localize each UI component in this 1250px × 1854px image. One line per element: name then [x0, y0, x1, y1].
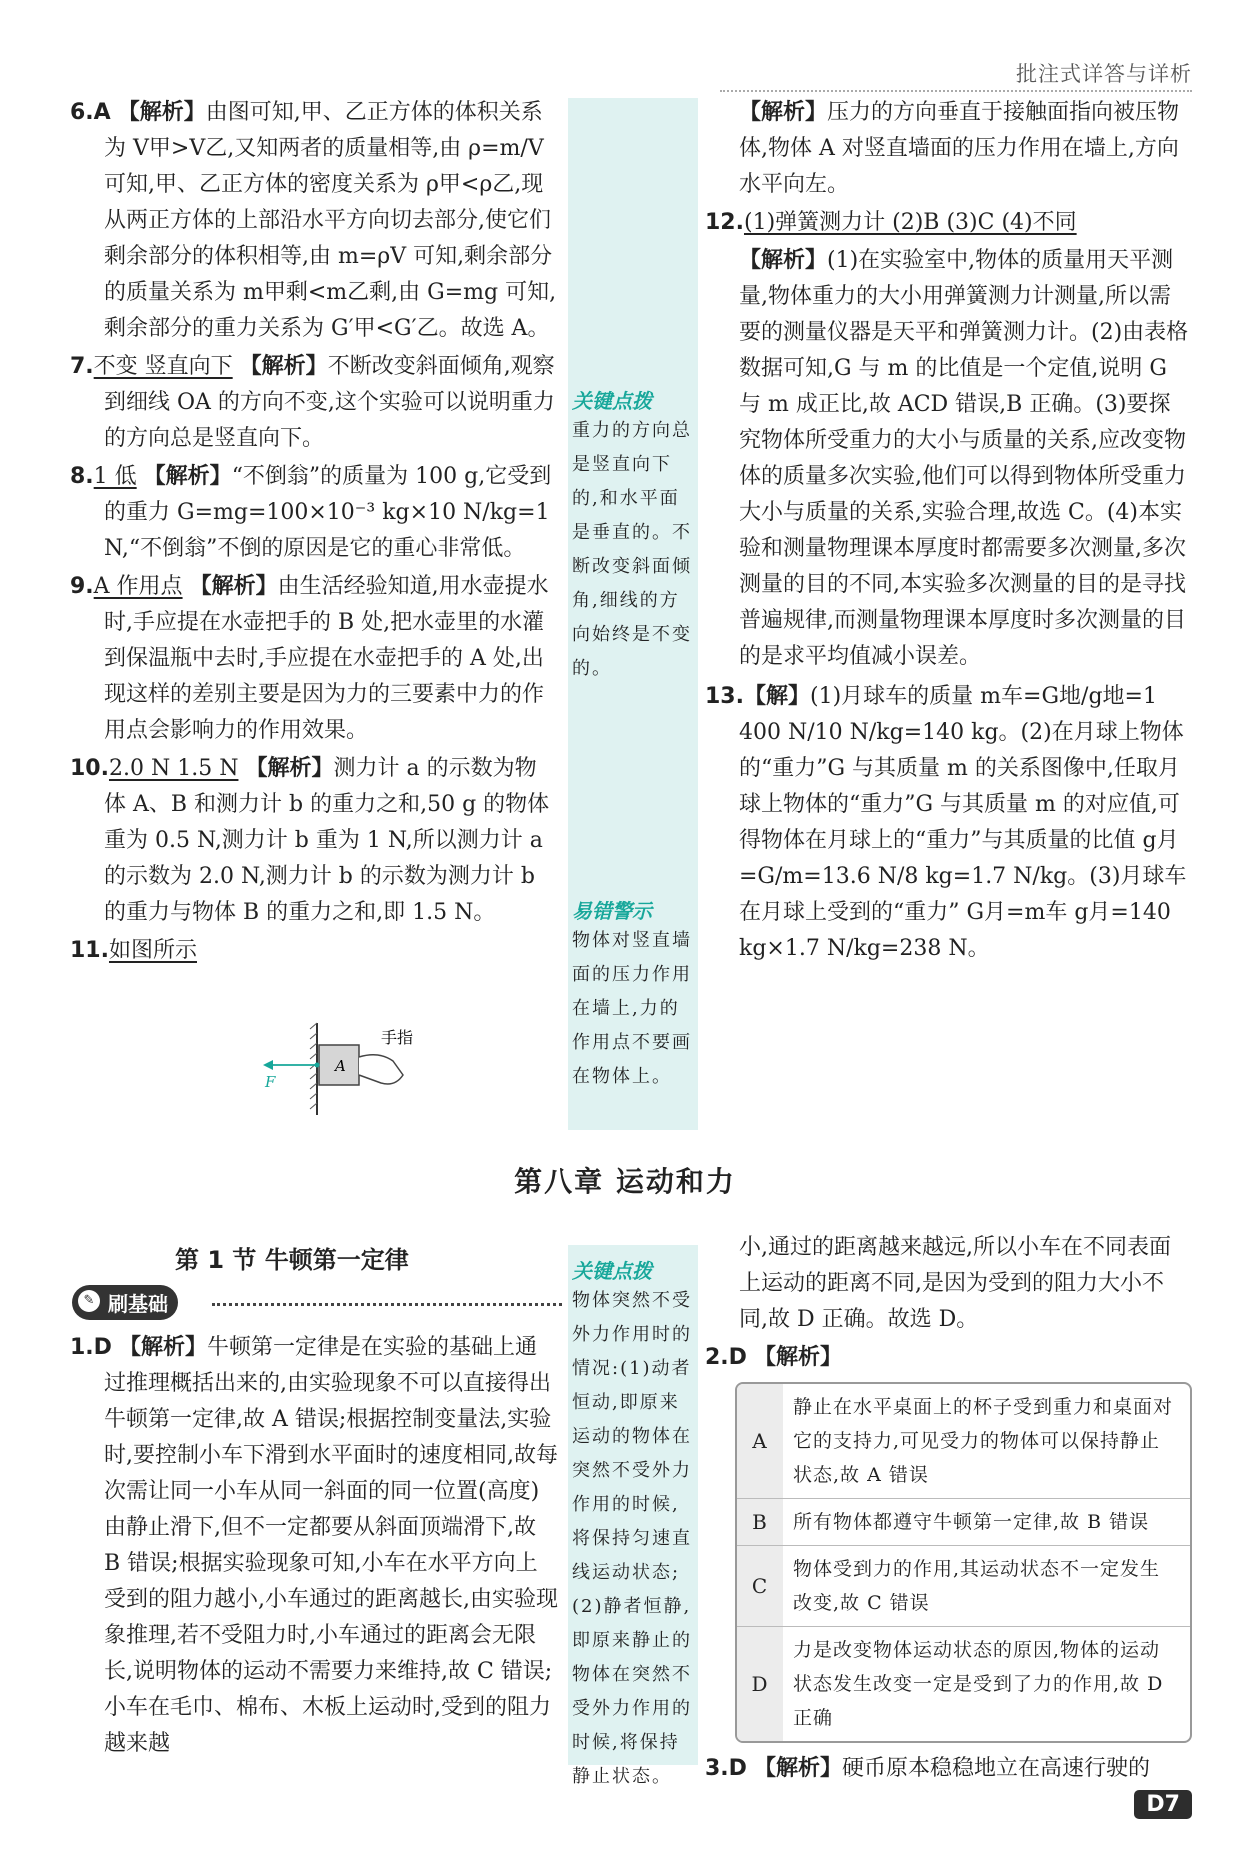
finger-icon: [359, 1055, 403, 1084]
section-title: 第 1 节 牛顿第一定律: [175, 1246, 409, 1274]
question-8: 8.1 低 【解析】“不倒翁”的质量为 100 g,它受到的重力 G=mg=100×10⁻³ kg×10 N/kg=1 N,“不倒翁”不倒的原因是它的重心非常低。: [70, 464, 552, 561]
question-9: 9.A 作用点 【解析】由生活经验知道,用水壶提水时,手应提在水壶把手的 B 处,把水壶里的水灌到保温瓶中去时,手应提在水壶把手的 A 处,出现这样的差别主要是因为力的三要素中力的作用点会影响力的作用效果。: [70, 574, 549, 743]
option-row-c: C 物体受到力的作用,其运动状态不一定发生改变,故 C 错误: [737, 1546, 1190, 1627]
right-bottom-column: [705, 1230, 1192, 1789]
question-11-analysis: 【解析】压力的方向垂直于接触面指向被压物体,物体 A 对竖直墙面的压力作用在墙上,方向水平向左。: [739, 100, 1180, 197]
side-note-keypoint-1: [572, 385, 698, 686]
option-row-d: D 力是改变物体运动状态的原因,物体的运动状态发生改变一定是受到了力的作用,故 D 正确: [737, 1627, 1190, 1741]
warning-text: 物体对竖直墙面的压力作用在墙上,力的作用点不要画在物体上。: [572, 930, 692, 1087]
question-13: 13.【解】(1)月球车的质量 m车=G地/g地=1 400 N/10 N/kg=140 kg。(2)在月球上物体的“重力”G 与其质量 m 的关系图像中,任取月球上物体的“重力”G 与其质量 m 的对应值,可得物体在月球上的“重力”与其质量的比值 g月=G/m=13.6 N/8 kg=1.7 N/kg。(3)月球车在月球上受到的“重力” G月=m车 g月=140 kg×1.7 N/kg=238 N。: [705, 684, 1187, 961]
figure-11-diagram: [255, 1015, 425, 1125]
keypoint-2-text: 物体突然不受外力作用时的情况:(1)动者恒动,即原来运动的物体在突然不受外力作用的时候,将保持匀速直线运动状态;(2)静者恒静,即原来静止的物体在突然不受外力作用的时候,将保持静止状态。: [572, 1290, 692, 1787]
left-bottom-column: [70, 1330, 558, 1764]
basics-label: 刷基础: [108, 1292, 168, 1316]
force-point: [315, 1063, 320, 1068]
keypoint-title: 关键点拨: [572, 389, 652, 413]
header-divider: [720, 90, 1192, 92]
side-note-keypoint-2: [572, 1255, 698, 1794]
question-7: 7.不变 竖直向下 【解析】不断改变斜面倾角,观察到细线 OA 的方向不变,这个实验可以说明重力的方向总是竖直向下。: [70, 354, 555, 451]
page-number: D7: [1134, 1790, 1192, 1819]
basics-badge: [72, 1285, 178, 1320]
question-12-analysis: 【解析】(1)在实验室中,物体的质量用天平测量,物体重力的大小用弹簧测力计测量,所以需要的测量仪器是天平和弹簧测力计。(2)由表格数据可知,G 与 m 的比值是一个定值,说明 G 与 m 成正比,故 ACD 错误,B 正确。(3)要探究物体所受重力的大小与质量的关系,应改变物体的质量多次实验,他们可以得到物体所受重力大小与质量的关系,实验合理,故选 C。(4)本实验和测量物理课本厚度时都需要多次测量,多次测量的目的不同,本实验多次测量的目的是寻找普遍规律,而测量物理课本厚度时多次测量的目的是求平均值减小误差。: [739, 248, 1189, 669]
warning-title: 易错警示: [572, 899, 652, 923]
question-2: 2.D 【解析】: [705, 1345, 842, 1370]
keypoint-2-title: 关键点拨: [572, 1259, 652, 1283]
keypoint-text: 重力的方向总是竖直向下的,和水平面是垂直的。不断改变斜面倾角,细线的方向始终是不变的。: [572, 420, 692, 679]
chapter-title: 第八章 运动和力: [514, 1165, 736, 1198]
left-top-column: [70, 95, 558, 971]
option-row-a: A 静止在水平桌面上的杯子受到重力和桌面对它的支持力,可见受力的物体可以保持静止状态,故 A 错误: [737, 1384, 1190, 1499]
banner-dotted-line: [212, 1303, 562, 1306]
options-table: [735, 1382, 1192, 1743]
force-label: F: [265, 1073, 276, 1091]
option-row-b: B 所有物体都遵守牛顿第一定律,故 B 错误: [737, 1499, 1190, 1546]
block-a-label: A: [335, 1057, 346, 1075]
side-note-warning: [572, 895, 698, 1094]
question-3: 3.D 【解析】硬币原本稳稳地立在高速行驶的: [705, 1756, 1150, 1781]
question-11: 11.如图所示: [70, 938, 197, 963]
question-10: 10.2.0 N 1.5 N 【解析】测力计 a 的示数为物体 A、B 和测力计 b 的重力之和,50 g 的物体重为 0.5 N,测力计 b 重为 1 N,所以测力计 a 的示数为 2.0 N,测力计 b 的示数为测力计 b 的重力与物体 B 的重力之和,即 1.5 N。: [70, 756, 550, 925]
brush-icon: ✎: [78, 1290, 100, 1312]
page-header-title: 批注式详答与详析: [1016, 62, 1192, 86]
basics-banner: [72, 1285, 562, 1321]
question-1-continued: 小,通过的距离越来越远,所以小车在不同表面上运动的距离不同,是因为受到的阻力大小不同,故 D 正确。故选 D。: [739, 1235, 1171, 1332]
force-arrowhead-icon: [263, 1060, 273, 1070]
question-1: 1.D 【解析】牛顿第一定律是在实验的基础上通过推理概括出来的,由实验现象不可以直接得出牛顿第一定律,故 A 错误;根据控制变量法,实验时,要控制小车下滑到水平面时的速度相同,故每次需让同一小车从同一斜面的同一位置(高度)由静止滑下,但不一定都要从斜面顶端滑下,故 B 错误;根据实验现象可知,小车在水平方向上受到的阻力越小,小车通过的距离越长,由实验现象推理,若不受阻力时,小车通过的距离会无限长,说明物体的运动不需要力来维持,故 C 错误;小车在毛巾、棉布、木板上运动时,受到的阻力越来越: [70, 1335, 558, 1756]
right-top-column: [705, 95, 1192, 969]
question-12: 12.(1)弹簧测力计 (2)B (3)C (4)不同: [705, 210, 1077, 235]
question-6: 6.A 【解析】由图可知,甲、乙正方体的体积关系为 V甲>V乙,又知两者的质量相等,由 ρ=m/V 可知,甲、乙正方体的密度关系为 ρ甲<ρ乙,现从两正方体的上部沿水平方向切去部分,使它们剩余部分的体积相等,由 m=ρV 可知,剩余部分的质量关系为 m甲剩<m乙剩,由 G=mg 可知,剩余部分的重力关系为 G′甲<G′乙。故选 A。: [70, 100, 557, 341]
finger-label: 手指: [381, 1028, 414, 1047]
